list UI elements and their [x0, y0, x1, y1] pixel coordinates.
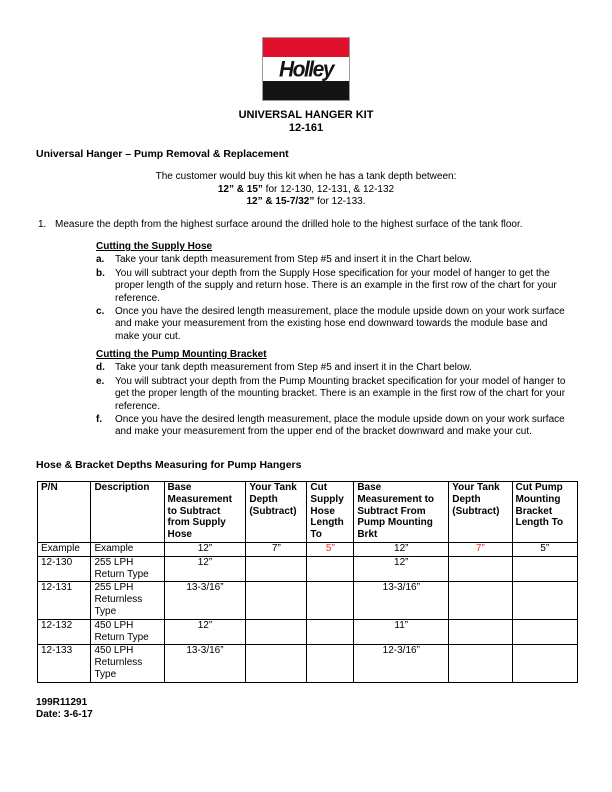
table-cell: 12-130	[38, 556, 91, 582]
item-c-letter: c.	[96, 306, 105, 318]
logo-brand-text: Holley	[278, 57, 334, 81]
mounting-bracket-section	[96, 349, 570, 439]
table-cell: 7”	[246, 542, 307, 556]
item-c-text: Once you have the desired length measurement, place the module upside down on your work surface and make your measurement from the existing hose end downward towards the module base and make your cut.	[115, 306, 565, 342]
intro-line-3	[0, 196, 612, 209]
table-cell: 12”	[354, 542, 449, 556]
col-header-base-bracket: Base Measurement to Subtract From Pump Mounting Brkt	[354, 482, 449, 543]
table-heading: Hose & Bracket Depths Measuring for Pump Hangers	[36, 459, 302, 471]
table-cell	[307, 645, 354, 682]
item-e-text: You will subtract your depth from the Pump Mounting bracket specification for your model of hanger to get the proper length of the mounting bracket. There is an example in the first row of the chart for your reference.	[115, 375, 566, 412]
document-date: Date: 3-6-17	[36, 709, 93, 720]
item-e-letter: e.	[96, 375, 105, 387]
table-cell: 12”	[354, 556, 449, 582]
logo-red-band	[263, 38, 349, 57]
section-heading: Universal Hanger – Pump Removal & Replacement	[36, 148, 289, 160]
list-item-d	[96, 362, 570, 374]
item-a-text: Take your tank depth measurement from Step #5 and insert it in the Chart below.	[115, 254, 472, 266]
list-item-b	[96, 268, 570, 305]
intro-block	[0, 171, 612, 209]
table-cell: 450 LPH Return Type	[91, 619, 164, 645]
item-a-letter: a.	[96, 254, 105, 266]
table-cell	[246, 582, 307, 619]
table-cell: Example	[38, 542, 91, 556]
spec-table	[37, 481, 578, 683]
item-d-text: Take your tank depth measurement from Step #5 and insert it in the Chart below.	[115, 362, 472, 374]
table-cell: 7”	[449, 542, 512, 556]
table-cell	[246, 556, 307, 582]
table-cell: 11”	[354, 619, 449, 645]
footer-block	[36, 697, 93, 721]
holley-logo	[262, 37, 350, 101]
intro-line-3-bold: 12” & 15-7/32”	[246, 196, 315, 208]
table-cell	[512, 645, 578, 682]
table-cell	[307, 582, 354, 619]
intro-line-1: The customer would buy this kit when he has a tank depth between:	[155, 171, 457, 182]
intro-line-2-rest: for 12-130, 12-131, & 12-132	[262, 183, 395, 195]
table-row-12-133	[38, 645, 578, 682]
table-cell	[449, 619, 512, 645]
logo-black-band	[263, 81, 349, 100]
part-number: 12-161	[288, 122, 324, 134]
intro-line-3-rest: for 12-133.	[314, 196, 366, 208]
table-cell: 12-131	[38, 582, 91, 619]
list-item-f	[96, 414, 570, 439]
col-header-description: Description	[91, 482, 164, 543]
col-header-cut-supply: Cut Supply Hose Length To	[307, 482, 354, 543]
table-cell	[449, 582, 512, 619]
table-cell	[512, 582, 578, 619]
col-header-tank-depth-2: Your Tank Depth (Subtract)	[449, 482, 512, 543]
col-header-cut-bracket: Cut Pump Mounting Bracket Length To	[512, 482, 578, 543]
table-cell	[307, 619, 354, 645]
step-1-number: 1.	[38, 219, 47, 230]
table-header-row	[38, 482, 578, 543]
table-row-12-131	[38, 582, 578, 619]
step-1-text: Measure the depth from the highest surface around the drilled hole to the highest surface of the tank floor.	[55, 219, 523, 230]
table-cell	[512, 619, 578, 645]
table-cell	[449, 645, 512, 682]
table-cell	[246, 645, 307, 682]
table-cell: 12-3/16”	[354, 645, 449, 682]
numbered-step-1	[38, 219, 578, 231]
table-row-12-130	[38, 556, 578, 582]
table-cell: 13-3/16”	[164, 582, 246, 619]
intro-line-2-bold: 12” & 15”	[217, 183, 263, 195]
table-cell: 12-132	[38, 619, 91, 645]
logo-container	[0, 37, 612, 101]
table-cell: 12”	[164, 542, 246, 556]
table-cell: 255 LPH Returnless Type	[91, 582, 164, 619]
item-d-letter: d.	[96, 362, 105, 374]
table-cell: 5”	[307, 542, 354, 556]
item-b-letter: b.	[96, 267, 105, 279]
table-cell: 5”	[512, 542, 578, 556]
intro-line-2	[0, 184, 612, 197]
document-number: 199R11291	[36, 697, 88, 708]
col-header-pn: P/N	[38, 482, 91, 543]
table-cell: 12”	[164, 619, 246, 645]
table-cell: 450 LPH Returnless Type	[91, 645, 164, 682]
table-cell	[246, 619, 307, 645]
table-cell	[307, 556, 354, 582]
item-f-letter: f.	[96, 414, 103, 426]
list-item-e	[96, 376, 570, 413]
table-cell: Example	[91, 542, 164, 556]
table-cell: 255 LPH Return Type	[91, 556, 164, 582]
table-row-12-132	[38, 619, 578, 645]
table-cell: 12”	[164, 556, 246, 582]
supply-hose-section	[96, 241, 570, 343]
table-cell: 13-3/16”	[164, 645, 246, 682]
supply-hose-heading: Cutting the Supply Hose	[96, 241, 213, 252]
title-block	[0, 109, 612, 135]
list-item-a	[96, 254, 570, 266]
item-b-text: You will subtract your depth from the Supply Hose specification for your model of hanger to get the proper length of the supply and return hose. There is an example in the first row of the chart for your reference.	[115, 267, 557, 304]
table-row-example	[38, 542, 578, 556]
list-item-c	[96, 306, 570, 343]
table-cell: 12-133	[38, 645, 91, 682]
col-header-tank-depth-1: Your Tank Depth (Subtract)	[246, 482, 307, 543]
table-cell: 13-3/16”	[354, 582, 449, 619]
page-title: UNIVERSAL HANGER KIT	[238, 109, 374, 121]
table-cell	[449, 556, 512, 582]
mounting-bracket-heading: Cutting the Pump Mounting Bracket	[96, 349, 267, 360]
item-f-text: Once you have the desired length measurement, place the module upside down on your work surface and make your measurement from the upper end of the bracket downward and make your cut.	[115, 414, 565, 438]
col-header-base-supply: Base Measurement to Subtract from Supply Hose	[164, 482, 246, 543]
logo-middle-band	[263, 57, 349, 81]
table-cell	[512, 556, 578, 582]
